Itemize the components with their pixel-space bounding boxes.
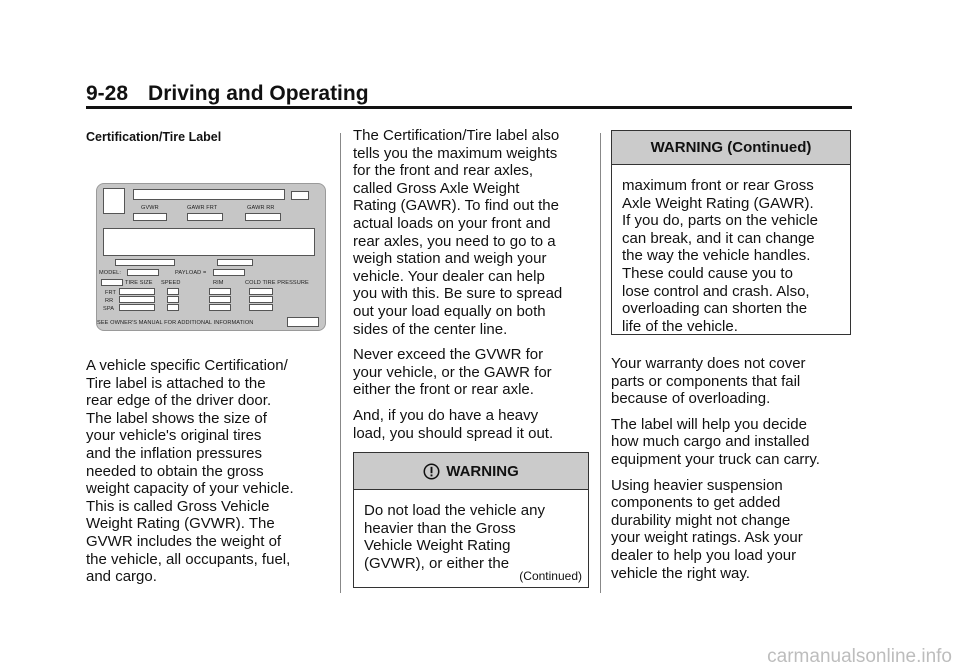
text-line: and cargo. xyxy=(86,568,157,586)
warning-line: Do not load the vehicle any xyxy=(364,502,545,519)
text-line: because of overloading. xyxy=(611,390,771,408)
label-cell xyxy=(167,304,179,311)
text-line: actual loads on your front and xyxy=(353,214,551,232)
text-line: your vehicle, or the GAWR for xyxy=(353,363,552,381)
text-line: your vehicle's original tires xyxy=(86,427,262,445)
label-cell xyxy=(249,296,273,303)
tire-label-diagram xyxy=(96,183,326,331)
text-line: Using heavier suspension xyxy=(611,476,783,494)
label-gvwr-box xyxy=(133,213,167,221)
text-line: weight capacity of your vehicle. xyxy=(86,480,294,498)
label-tire-id-box xyxy=(101,279,123,286)
text-line: you with this. Be sure to spread xyxy=(353,285,563,303)
warning-title: WARNING xyxy=(446,462,519,480)
text-line: A vehicle specific Certification/ xyxy=(86,357,288,374)
label-payload: PAYLOAD = xyxy=(175,270,207,276)
text-line: Tire label is attached to the xyxy=(86,374,266,392)
label-cell xyxy=(119,296,155,303)
label-gawr-rr: GAWR RR xyxy=(247,205,275,211)
text-line: Weight Rating (GVWR). The xyxy=(86,515,275,533)
text-line: components to get added xyxy=(611,494,781,512)
label-payload-box xyxy=(213,269,245,276)
label-cell xyxy=(119,288,155,295)
text-line: how much cargo and installed xyxy=(611,433,810,451)
label-footer-box xyxy=(287,317,319,327)
label-gawr-frt: GAWR FRT xyxy=(187,205,218,211)
figure-caption: Certification/Tire Label xyxy=(86,130,222,144)
label-logo-box xyxy=(103,188,125,214)
text-line: parts or components that fail xyxy=(611,372,801,390)
label-model-box xyxy=(127,269,159,276)
label-cell xyxy=(249,304,273,311)
warning-continued-body xyxy=(612,165,850,335)
warning-continued-header xyxy=(612,131,850,165)
warning-line: overloading can shorten the xyxy=(622,300,808,318)
label-main-box xyxy=(103,228,315,256)
text-line: rear edge of the driver door. xyxy=(86,392,272,410)
text-line: equipment your truck can carry. xyxy=(611,450,820,468)
label-cell xyxy=(209,288,231,295)
label-cell xyxy=(167,296,179,303)
label-gawr-frt-box xyxy=(187,213,223,221)
warning-icon xyxy=(423,463,440,480)
col1-text xyxy=(86,357,294,594)
text-line: and the inflation pressures xyxy=(86,444,262,462)
text-line: Your warranty does not cover xyxy=(611,355,806,372)
label-speed: SPEED xyxy=(161,280,181,286)
warning-line: Vehicle Weight Rating xyxy=(364,537,511,555)
text-line: sides of the center line. xyxy=(353,320,508,338)
warning-header xyxy=(354,453,588,490)
page-number: 9-28 xyxy=(86,82,129,105)
label-gvwr: GVWR xyxy=(141,205,159,211)
watermark: carmanualsonline.info xyxy=(767,646,952,667)
warning-line: Axle Weight Rating (GAWR). xyxy=(622,194,814,212)
text-line: And, if you do have a heavy xyxy=(353,406,539,424)
warning-box xyxy=(353,452,589,588)
label-rim: RIM xyxy=(213,280,224,286)
column-divider-2 xyxy=(600,133,601,593)
label-rr: RR xyxy=(105,298,114,304)
warning-line: the way the vehicle handles. xyxy=(622,247,811,265)
label-cell xyxy=(209,296,231,303)
label-cell xyxy=(119,304,155,311)
warning-continued-box xyxy=(611,130,851,335)
label-small-box-1 xyxy=(115,259,175,266)
text-line: needed to obtain the gross xyxy=(86,462,264,480)
warning-line: If you do, parts on the vehicle xyxy=(622,212,818,230)
col3-text xyxy=(611,355,820,590)
text-line: either the front or rear axle. xyxy=(353,381,534,399)
warning-line: can break, and it can change xyxy=(622,229,815,247)
label-cell xyxy=(209,304,231,311)
label-cell xyxy=(167,288,179,295)
warning-line: These could cause you to xyxy=(622,264,793,282)
warning-line: (GVWR), or either the xyxy=(364,554,510,572)
warning-body xyxy=(354,490,588,572)
text-line: your weight ratings. Ask your xyxy=(611,529,803,547)
col2-text xyxy=(353,127,562,450)
header-rule xyxy=(86,106,852,109)
text-line: for the front and rear axles, xyxy=(353,162,534,180)
text-line: out your load equally on both xyxy=(353,302,546,320)
warning-line: heavier than the Gross xyxy=(364,519,516,537)
label-cell xyxy=(249,288,273,295)
text-line: vehicle the right way. xyxy=(611,564,750,582)
continued-label: (Continued) xyxy=(519,569,582,583)
text-line: The label will help you decide xyxy=(611,415,807,433)
label-frt: FRT xyxy=(105,290,117,296)
label-tire-size: TIRE SIZE xyxy=(125,280,153,286)
section-title: Driving and Operating xyxy=(148,82,369,105)
text-line: This is called Gross Vehicle xyxy=(86,497,270,515)
warning-continued-title: WARNING (Continued) xyxy=(650,139,812,156)
label-see-manual: SEE OWNER'S MANUAL FOR ADDITIONAL INFORMATION xyxy=(97,320,254,326)
column-divider-1 xyxy=(340,133,341,593)
warning-line: lose control and crash. Also, xyxy=(622,282,810,300)
label-corner-box xyxy=(291,191,309,200)
text-line: GVWR includes the weight of xyxy=(86,532,282,550)
page-header xyxy=(86,82,369,106)
label-small-box-2 xyxy=(217,259,253,266)
text-line: called Gross Axle Weight xyxy=(353,179,520,197)
text-line: rear axles, you need to go to a xyxy=(353,232,556,250)
text-line: Never exceed the GVWR for xyxy=(353,346,544,364)
label-model: MODEL: xyxy=(99,270,122,276)
label-title-box xyxy=(133,189,285,200)
text-line: dealer to help you load your xyxy=(611,546,797,564)
text-line: The Certification/Tire label also xyxy=(353,127,560,144)
text-line: tells you the maximum weights xyxy=(353,144,558,162)
text-line: durability might not change xyxy=(611,511,791,529)
text-line: The label shows the size of xyxy=(86,409,267,427)
label-spa: SPA xyxy=(103,306,115,312)
warning-line: life of the vehicle. xyxy=(622,317,738,335)
label-cold-tire-pressure: COLD TIRE PRESSURE xyxy=(245,280,309,286)
label-gawr-rr-box xyxy=(245,213,281,221)
text-line: load, you should spread it out. xyxy=(353,424,554,442)
text-line: Rating (GAWR). To find out the xyxy=(353,197,559,215)
text-line: weigh station and weigh your xyxy=(353,250,547,268)
text-line: the vehicle, all occupants, fuel, xyxy=(86,550,291,568)
text-line: vehicle. Your dealer can help xyxy=(353,267,545,285)
warning-line: maximum front or rear Gross xyxy=(622,177,814,194)
